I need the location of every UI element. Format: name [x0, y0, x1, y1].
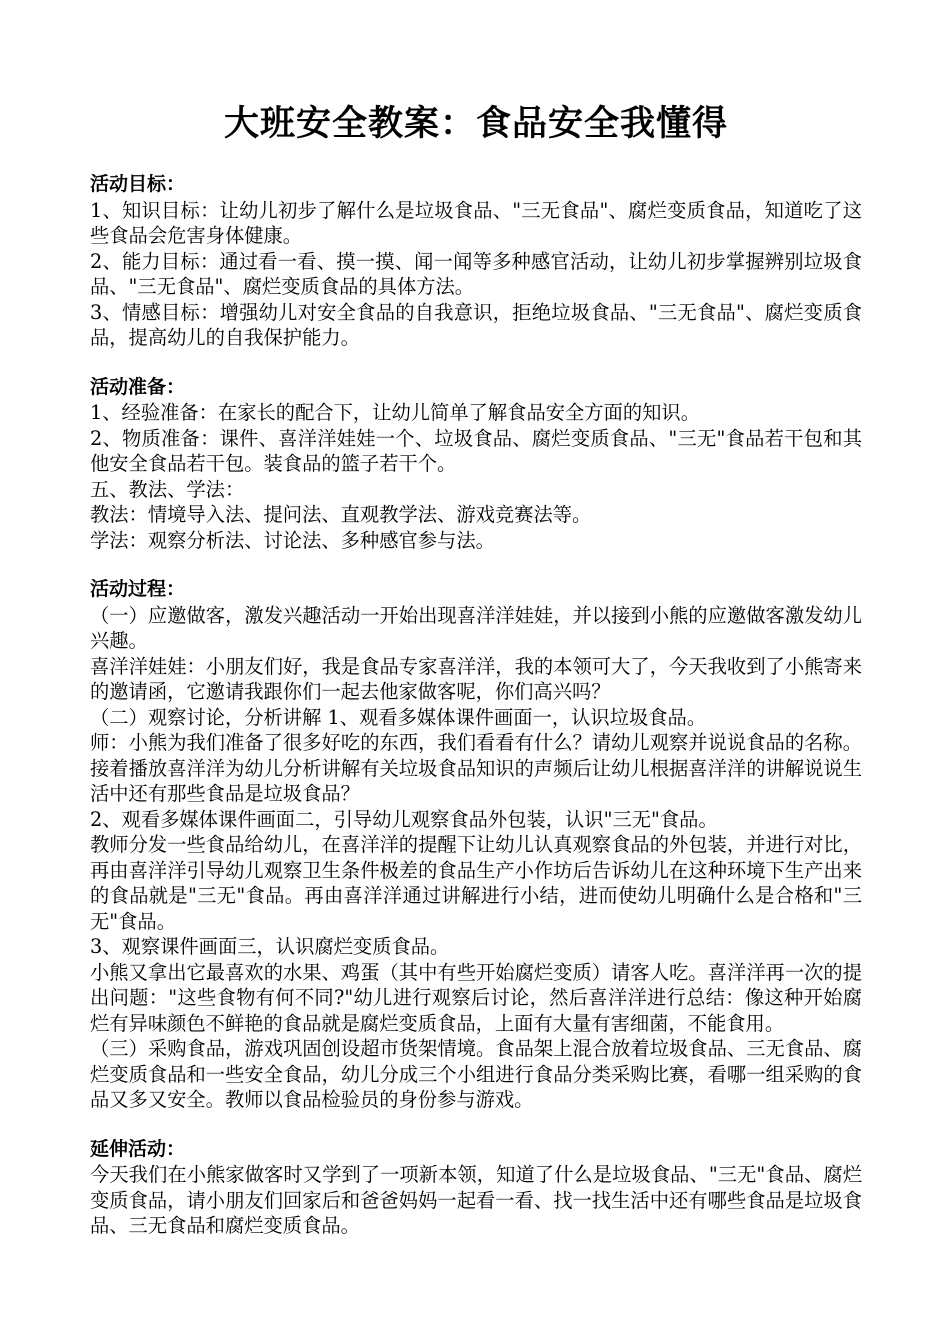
paragraph: 喜洋洋娃娃：小朋友们好，我是食品专家喜洋洋，我的本领可大了，今天我收到了小熊寄来的邀请函，它邀请我跟你们一起去他家做客呢，你们高兴吗？ [90, 654, 862, 703]
paragraph: 1、经验准备：在家长的配合下，让幼儿简单了解食品安全方面的知识。 [90, 401, 700, 424]
paragraph: 师：小熊为我们准备了很多好吃的东西，我们看看有什么？请幼儿观察并说说食品的名称。接着播放喜洋洋为幼儿分析讲解有关垃圾食品知识的声频后让幼儿根据喜洋洋的讲解说说生活中还有那些食品是垃圾食品？ [90, 731, 862, 805]
section-goals [90, 172, 862, 351]
paragraph: 3、情感目标：增强幼儿对安全食品的自我意识，拒绝垃圾食品、"三无食品"、腐烂变质食品，提高幼儿的自我保护能力。 [90, 300, 862, 349]
paragraph: 小熊又拿出它最喜欢的水果、鸡蛋（其中有些开始腐烂变质）请客人吃。喜洋洋再一次的提出问题："这些食物有何不同?"幼儿进行观察后讨论，然后喜洋洋进行总结：像这种开始腐烂有异味颜色不鲜艳的食品就是腐烂变质食品，上面有大量有害细菌，不能食用。 [90, 960, 862, 1035]
section-heading: 活动过程： [90, 578, 186, 600]
paragraph: 2、能力目标：通过看一看、摸一摸、闻一闻等多种感官活动，让幼儿初步掌握辨别垃圾食品、"三无食品"、腐烂变质食品的具体方法。 [90, 249, 862, 298]
section-preparation [90, 375, 862, 554]
document-title: 大班安全教案：食品安全我懂得 [223, 104, 728, 144]
paragraph: 2、物质准备：课件、喜洋洋娃娃一个、垃圾食品、腐烂变质食品、"三无"食品若干包和其他安全食品若干包。装食品的篮子若干个。 [90, 426, 862, 475]
section-process [90, 577, 862, 1113]
section-heading: 延伸活动： [90, 1137, 186, 1160]
section-heading: 活动准备： [90, 375, 186, 398]
paragraph: 教师分发一些食品给幼儿，在喜洋洋的提醒下让幼儿认真观察食品的外包装，并进行对比，再由喜洋洋引导幼儿观察卫生条件极差的食品生产小作坊后告诉幼儿在这种环境下生产出来的食品就是"三无"食品。再由喜洋洋通过讲解进行小结，进而使幼儿明确什么是合格和"三无"食品。 [90, 833, 862, 933]
paragraph: （二）观察讨论，分析讲解 1、观看多媒体课件画面一，认识垃圾食品。 [90, 705, 707, 729]
paragraph: 3、观察课件画面三，认识腐烂变质食品。 [90, 935, 450, 958]
paragraph: 今天我们在小熊家做客时又学到了一项新本领，知道了什么是垃圾食品、"三无"食品、腐烂变质食品，请小朋友们回家后和爸爸妈妈一起看一看、找一找生活中还有哪些食品是垃圾食品、三无食品和腐烂变质食品。 [90, 1163, 862, 1237]
paragraph: （一）应邀做客，激发兴趣活动一开始出现喜洋洋娃娃，并以接到小熊的应邀做客激发幼儿兴趣。 [90, 603, 862, 652]
section-heading: 活动目标： [90, 173, 186, 195]
paragraph: 教法：情境导入法、提问法、直观教学法、游戏竞赛法等。 [90, 503, 592, 526]
paragraph: 学法：观察分析法、讨论法、多种感官参与法。 [90, 528, 495, 552]
paragraph: （三）采购食品，游戏巩固创设超市货架情境。食品架上混合放着垃圾食品、三无食品、腐烂变质食品和一些安全食品，幼儿分成三个小组进行食品分类采购比赛，看哪一组采购的食品又多又安全。教师以食品检验员的身份参与游戏。 [90, 1037, 862, 1111]
document-page [90, 98, 862, 1263]
paragraph: 五、教法、学法： [90, 477, 245, 501]
paragraph: 2、观看多媒体课件画面二，引导幼儿观察食品外包装，认识"三无"食品。 [90, 807, 718, 831]
section-extension [90, 1137, 862, 1239]
paragraph: 1、知识目标：让幼儿初步了解什么是垃圾食品、"三无食品"、腐烂变质食品，知道吃了这些食品会危害身体健康。 [90, 198, 862, 247]
